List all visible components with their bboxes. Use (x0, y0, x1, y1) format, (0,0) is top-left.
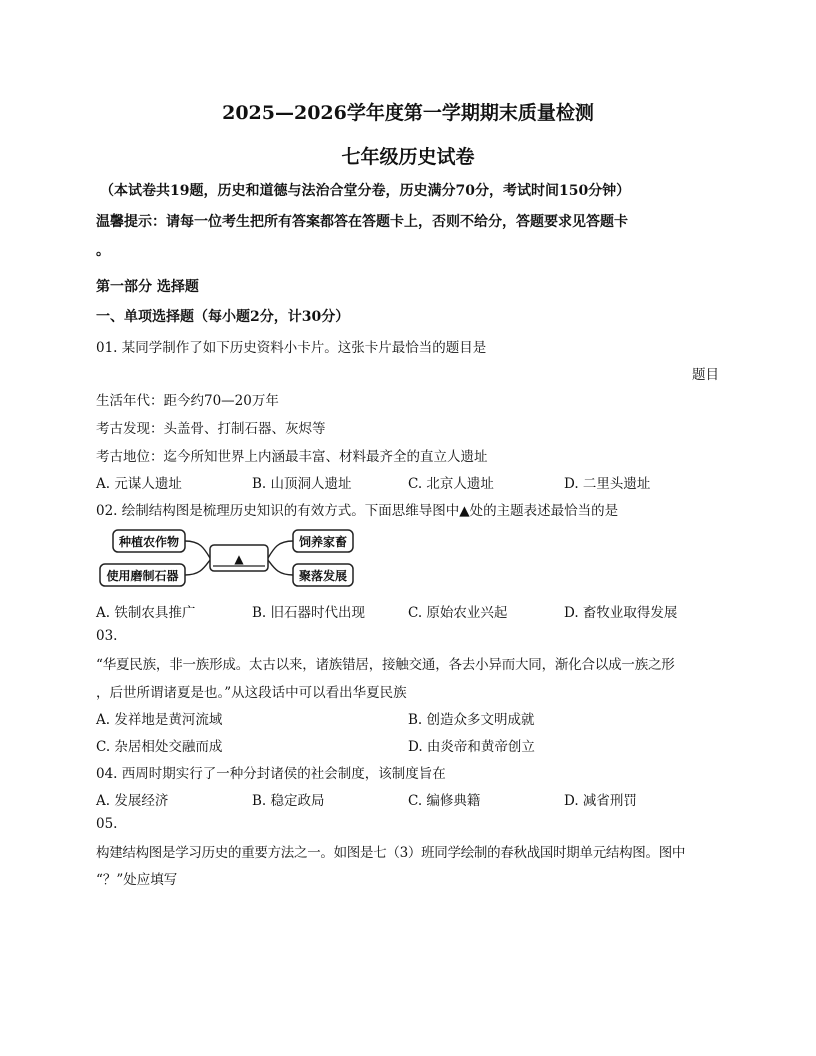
q4-option-a[interactable]: A. 发展经济 (96, 793, 169, 809)
q2-option-c[interactable]: C. 原始农业兴起 (408, 605, 508, 621)
q1-card-line: 生活年代：距今约70—20万年 (96, 393, 279, 409)
q4-option-c[interactable]: C. 编修典籍 (408, 793, 481, 809)
q2-option-d[interactable]: D. 畜牧业取得发展 (564, 605, 678, 621)
q2-option-a[interactable]: A. 铁制农具推广 (96, 605, 196, 621)
q5-line-2: “？”处应填写 (96, 872, 178, 888)
mind-map-label-center: ▲ (234, 552, 244, 566)
q2-mind-map (96, 524, 366, 590)
exam-subtitle: 七年级历史试卷 (341, 146, 475, 168)
q1-option-c[interactable]: C. 北京人遗址 (408, 476, 494, 492)
mind-map-label-left-top: 种植农作物 (118, 535, 180, 549)
q2-option-b[interactable]: B. 旧石器时代出现 (252, 605, 366, 621)
q3-option-a[interactable]: A. 发祥地是黄河流域 (96, 712, 223, 728)
mind-map-label-right-top: 饲养家畜 (298, 535, 348, 549)
q3-number: 03. (96, 628, 118, 644)
q4-option-b[interactable]: B. 稳定政局 (252, 793, 325, 809)
q5-number: 05. (96, 816, 118, 832)
mind-map-label-left-bottom: 使用磨制石器 (106, 569, 179, 583)
q1-card-line: 考古发现：头盖骨、打制石器、灰烬等 (96, 421, 326, 437)
q1-option-a[interactable]: A. 元谋人遗址 (96, 476, 182, 492)
q3-option-d[interactable]: D. 由炎帝和黄帝创立 (408, 739, 535, 755)
q4-option-d[interactable]: D. 减省刑罚 (564, 793, 637, 809)
q5-line-1: 构建结构图是学习历史的重要方法之一。如图是七（3）班同学绘制的春秋战国时期单元结构图。图中 (96, 845, 686, 861)
section-title: 一、单项选择题（每小题2分，计30分） (96, 309, 350, 325)
q1-option-d[interactable]: D. 二里头遗址 (564, 476, 651, 492)
q1-card-title: 题目 (692, 367, 719, 383)
q2-stem: 02. 绘制结构图是梳理历史知识的有效方式。下面思维导图中▲处的主题表述最恰当的是 (96, 503, 619, 519)
exam-note: （本试卷共19题，历史和道德与法治合堂分卷，历史满分70分，考试时间150分钟） (100, 183, 631, 199)
part-title: 第一部分 选择题 (96, 279, 199, 295)
tip-line-1: 温馨提示：请每一位考生把所有答案都答在答题卡上，否则不给分，答题要求见答题卡 (96, 214, 628, 230)
q3-option-b[interactable]: B. 创造众多文明成就 (408, 712, 535, 728)
q4-stem: 04. 西周时期实行了一种分封诸侯的社会制度，该制度旨在 (96, 766, 446, 782)
exam-title: 2025—2026学年度第一学期期末质量检测 (222, 102, 594, 124)
q1-option-b[interactable]: B. 山顶洞人遗址 (252, 476, 352, 492)
q1-stem: 01. 某同学制作了如下历史资料小卡片。这张卡片最恰当的题目是 (96, 340, 487, 356)
q3-quote-line-2: ，后世所谓诸夏是也。”从这段话中可以看出华夏民族 (96, 685, 407, 701)
q3-quote-line-1: “华夏民族，非一族形成。太古以来，诸族错居，接触交通，各去小异而大同，渐化合以成一族之形 (96, 657, 675, 673)
mind-map-label-right-bottom: 聚落发展 (298, 569, 348, 583)
q1-card-line: 考古地位：迄今所知世界上内涵最丰富、材料最齐全的直立人遗址 (96, 449, 488, 465)
q3-option-c[interactable]: C. 杂居相处交融而成 (96, 739, 223, 755)
tip-line-2: 。 (96, 243, 110, 259)
